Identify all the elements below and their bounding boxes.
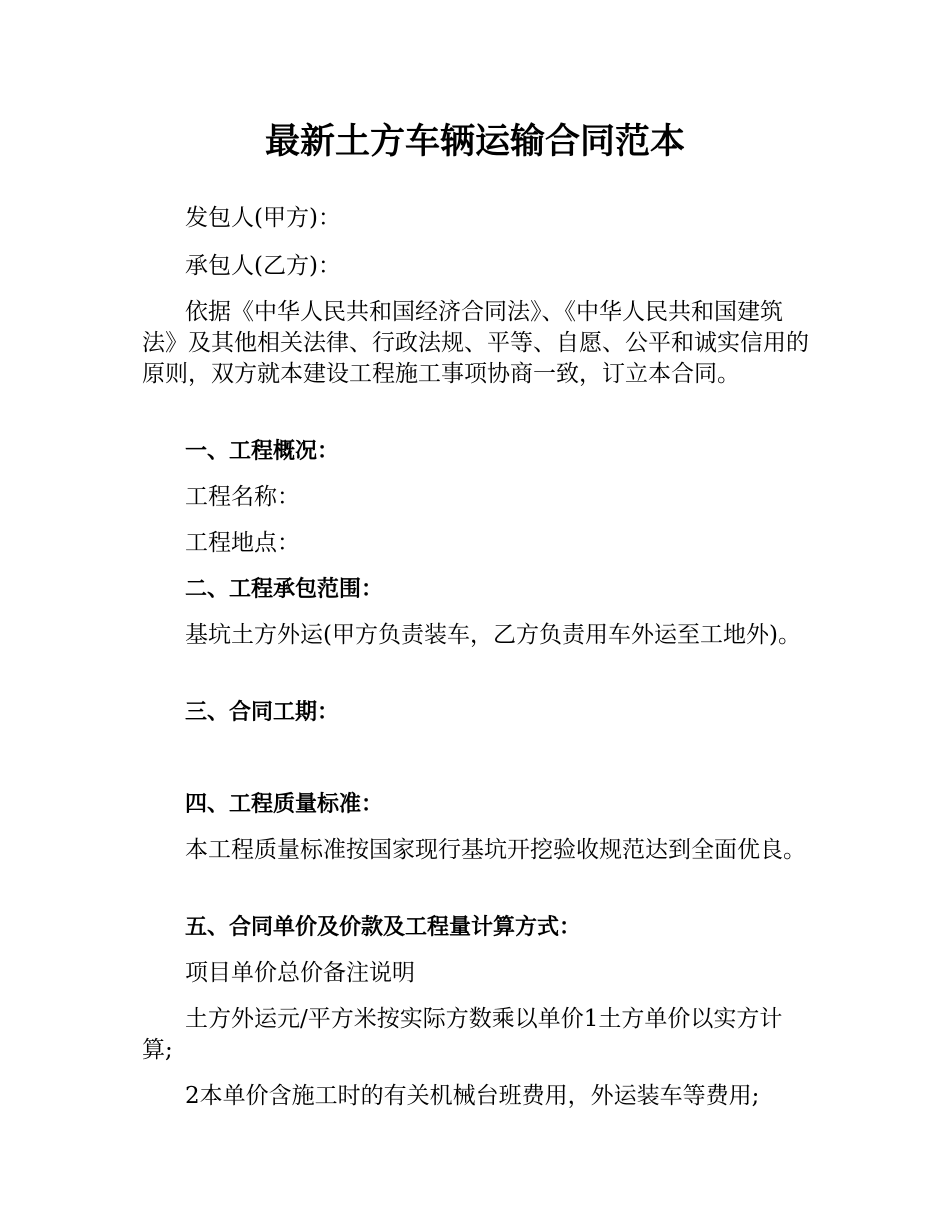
section-heading-quality-standard: 四、工程质量标准：: [185, 792, 384, 817]
document-title: 最新土方车辆运输合同范本: [264, 122, 685, 162]
project-location-line: 工程地点：: [185, 530, 300, 556]
pricing-item-paragraph: 土方外运元/平方米按实际方数乘以单价1土方单价以实方计算;: [142, 1006, 783, 1063]
section-heading-contract-period: 三、合同工期：: [185, 700, 340, 725]
quality-standard-paragraph: 本工程质量标准按国家现行基坑开挖验收规范达到全面优良。: [185, 837, 806, 863]
section-heading-project-overview: 一、工程概况：: [185, 439, 340, 464]
project-name-line: 工程名称：: [185, 484, 300, 510]
section-heading-pricing: 五、合同单价及价款及工程量计算方式：: [185, 915, 582, 940]
pricing-table-header-line: 项目单价总价备注说明: [185, 960, 415, 986]
party-b-line: 承包人(乙方)：: [185, 253, 341, 279]
party-a-line: 发包人(甲方)：: [185, 205, 341, 231]
scope-paragraph: 基坑土方外运(甲方负责装车，乙方负责用车外运至工地外)。: [185, 622, 801, 648]
pricing-note-paragraph: 2本单价含施工时的有关机械台班费用，外运装车等费用;: [185, 1083, 760, 1109]
section-heading-scope: 二、工程承包范围：: [185, 577, 384, 602]
preamble-paragraph: 依据《中华人民共和国经济合同法》、《中华人民共和国建筑法》及其他相关法律、行政法规、平等、自愿、公平和诚实信用的原则，双方就本建设工程施工事项协商一致，订立本合同。: [142, 299, 809, 387]
